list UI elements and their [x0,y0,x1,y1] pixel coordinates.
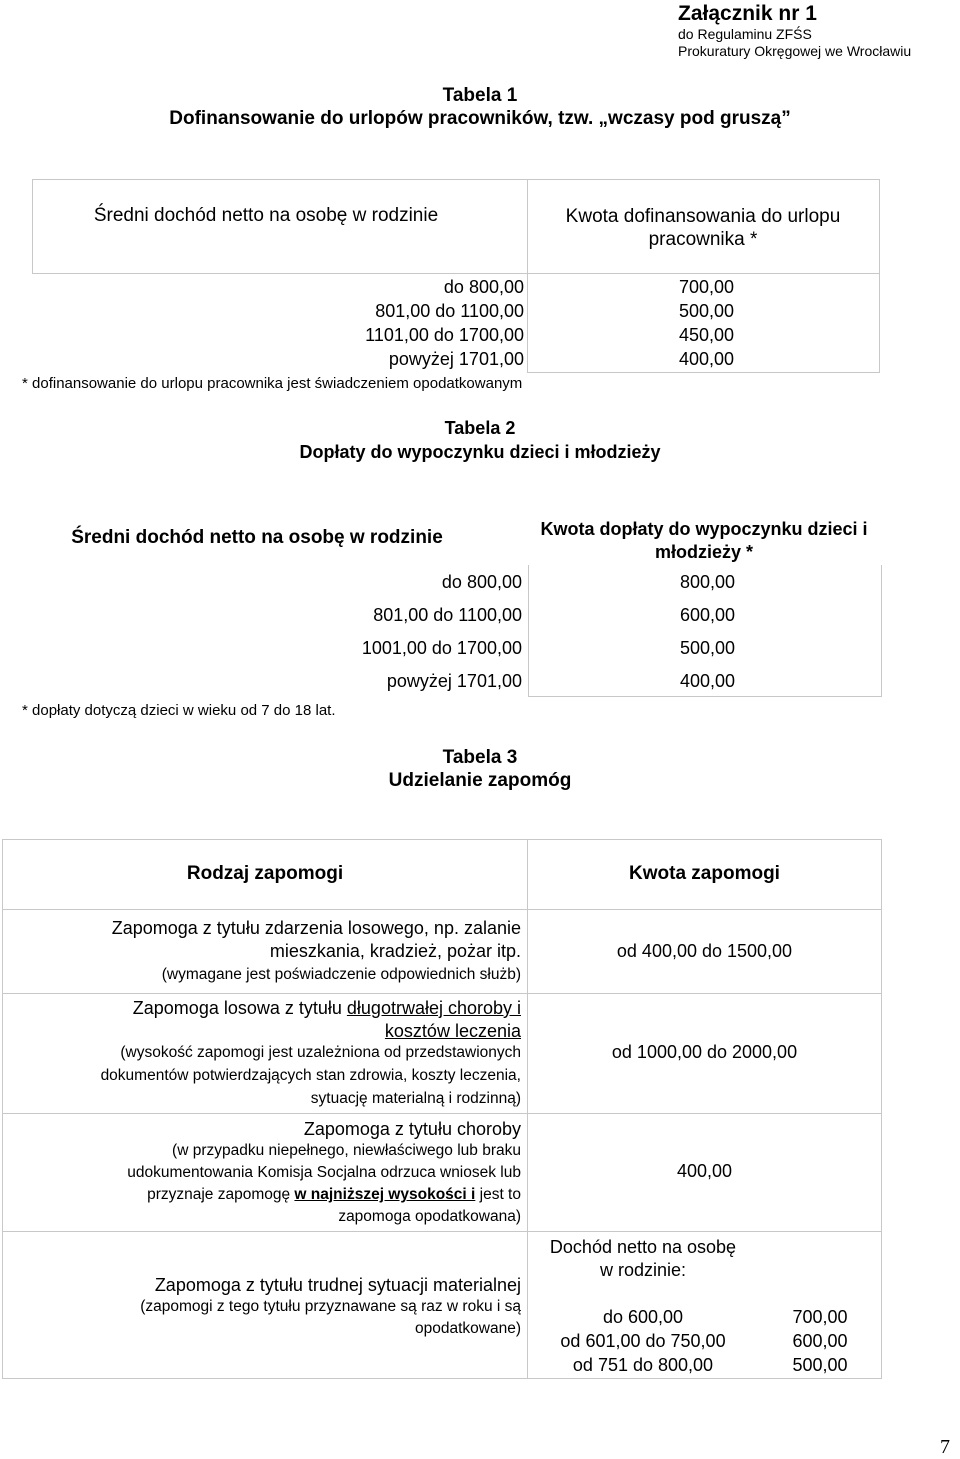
table1-col1-header: Średni dochód netto na osobę w rodzinie [93,205,439,226]
attachment-line-2: do Regulaminu ZFŚS [678,26,812,42]
table3-row3-line4 [10,1185,521,1205]
table3-row1-amount: od 400,00 do 1500,00 [616,941,793,961]
table3-row3-line4-tail: jest to [475,1186,521,1203]
table2-amount-4: 400,00 [679,671,735,691]
table2-label: Tabela 2 [444,418,516,438]
table2-border-bottom [528,696,882,697]
table3-row4-amount-1: 700,00 [792,1307,848,1327]
table3-row1-line2: mieszkania, kradzież, pożar itp. [269,941,521,961]
table1-border-top [32,179,880,180]
table3-row4-income-1: do 600,00 [602,1307,684,1327]
table2-income-3: 1001,00 do 1700,00 [361,638,522,658]
table3-row2-line1-underlined: długotrwałej choroby i [346,998,521,1018]
table2-income-2: 801,00 do 1100,00 [373,605,522,625]
table3-row3-line4-underlined: w najniższej wysokości i [294,1186,476,1203]
table3-row4-income-header-2: w rodzinie: [599,1260,687,1280]
table3-row2-amount: od 1000,00 do 2000,00 [611,1042,798,1062]
table3-col2-header: Kwota zapomogi [629,863,780,884]
table1-title: Dofinansowanie do urlopów pracowników, tzw. „wczasy pod gruszą” [169,108,791,129]
attachment-header [678,2,911,60]
table1-amount-3: 450,00 [678,325,734,345]
table2-amount-2: 600,00 [679,605,735,625]
table3-row2-line1 [10,997,521,1019]
table1-income-4: powyżej 1701,00 [388,349,524,369]
table3-border-row2 [2,1113,882,1114]
attachment-line-3: Prokuratury Okręgowej we Wrocławiu [678,43,912,59]
table2-border-right [881,565,882,696]
table3-row4-income-2: od 601,00 do 750,00 [560,1331,726,1351]
table1-col2-header: Kwota dofinansowania do urlopu pracownika * [565,206,841,250]
table3-row4-amount-3: 500,00 [792,1355,848,1375]
table2-title: Dopłaty do wypoczynku dzieci i młodzieży [299,442,661,462]
table3-row2-line3: (wysokość zapomogi jest uzależniona od przedstawionych [120,1044,521,1061]
table3-row2-line2: kosztów leczenia [384,1021,521,1041]
table1-amount-1: 700,00 [678,277,734,297]
table3-row4-income-3: od 751 do 800,00 [572,1355,714,1375]
table3-col1-header: Rodzaj zapomogi [186,863,344,884]
table3-border-left [2,839,3,1379]
table3-label: Tabela 3 [442,747,518,768]
table3-row4-amount-2: 600,00 [792,1331,848,1351]
table1-income-1: do 800,00 [443,277,524,297]
table2-income-4: powyżej 1701,00 [386,671,522,691]
table3-row3-line5: zapomoga opodatkowana) [338,1208,521,1225]
table3-border-bottom [2,1378,882,1379]
table1-income-3: 1101,00 do 1700,00 [365,325,524,345]
table1-border-header [32,273,880,274]
table1-footnote: * dofinansowanie do urlopu pracownika jest świadczeniem opodatkowanym [22,375,523,392]
table1-border-bottom [527,372,880,373]
table3-border-mid [527,839,528,1379]
table3-row4-line1: Zapomoga z tytułu trudnej sytuacji materialnej [154,1275,521,1295]
table1-amount-4: 400,00 [678,349,734,369]
page-number: 7 [940,1436,950,1458]
table3-row1-line3: (wymagane jest poświadczenie odpowiednich służb) [161,966,521,983]
table3-border-row1 [2,993,882,994]
table2-col2-header: Kwota dopłaty do wypoczynku dzieci i młodzieży * [540,519,868,562]
table2-amount-1: 800,00 [679,572,735,592]
table3-border-header [2,909,882,910]
table2-amount-3: 500,00 [679,638,735,658]
table3-border-row3 [2,1231,882,1232]
table3-row4-line3: opodatkowane) [415,1320,521,1337]
table3-row2-line5: sytuację materialną i rodzinną) [310,1090,521,1107]
table3-row3-amount: 400,00 [676,1161,733,1181]
table2-col1-header: Średni dochód netto na osobę w rodzinie [71,527,443,548]
table3-row2-line4: dokumentów potwierdzających stan zdrowia, koszty leczenia, [100,1067,521,1084]
table3-title: Udzielanie zapomóg [388,770,572,791]
table1-income-2: 801,00 do 1100,00 [375,301,524,321]
table1-border-right [879,179,880,372]
table3-row2-line1-text: Zapomoga losowa z tytułu [132,998,347,1018]
table2-footnote: * dopłaty dotyczą dzieci w wieku od 7 do 18 lat. [22,702,336,719]
table3-row1-line1: Zapomoga z tytułu zdarzenia losowego, np. zalanie [111,918,521,938]
attachment-title: Załącznik nr 1 [678,2,817,25]
table3-border-top [2,839,882,840]
table3-row4-income-header-1: Dochód netto na osobę [549,1237,737,1257]
table2-border-mid [528,565,529,696]
table3-row4-line2: (zapomogi z tego tytułu przyznawane są raz w roku i są [140,1298,521,1315]
table1-label: Tabela 1 [442,85,518,106]
table1-amount-2: 500,00 [678,301,734,321]
table2-income-1: do 800,00 [441,572,522,592]
table3-border-right [881,839,882,1379]
table3-row3-line1: Zapomoga z tytułu choroby [303,1119,521,1139]
table3-row3-line4-text: przyznaje zapomogę [147,1186,295,1203]
table3-row3-line3: udokumentowania Komisja Socjalna odrzuca wniosek lub [127,1164,521,1181]
table3-row3-line2: (w przypadku niepełnego, niewłaściwego lub braku [172,1142,521,1159]
